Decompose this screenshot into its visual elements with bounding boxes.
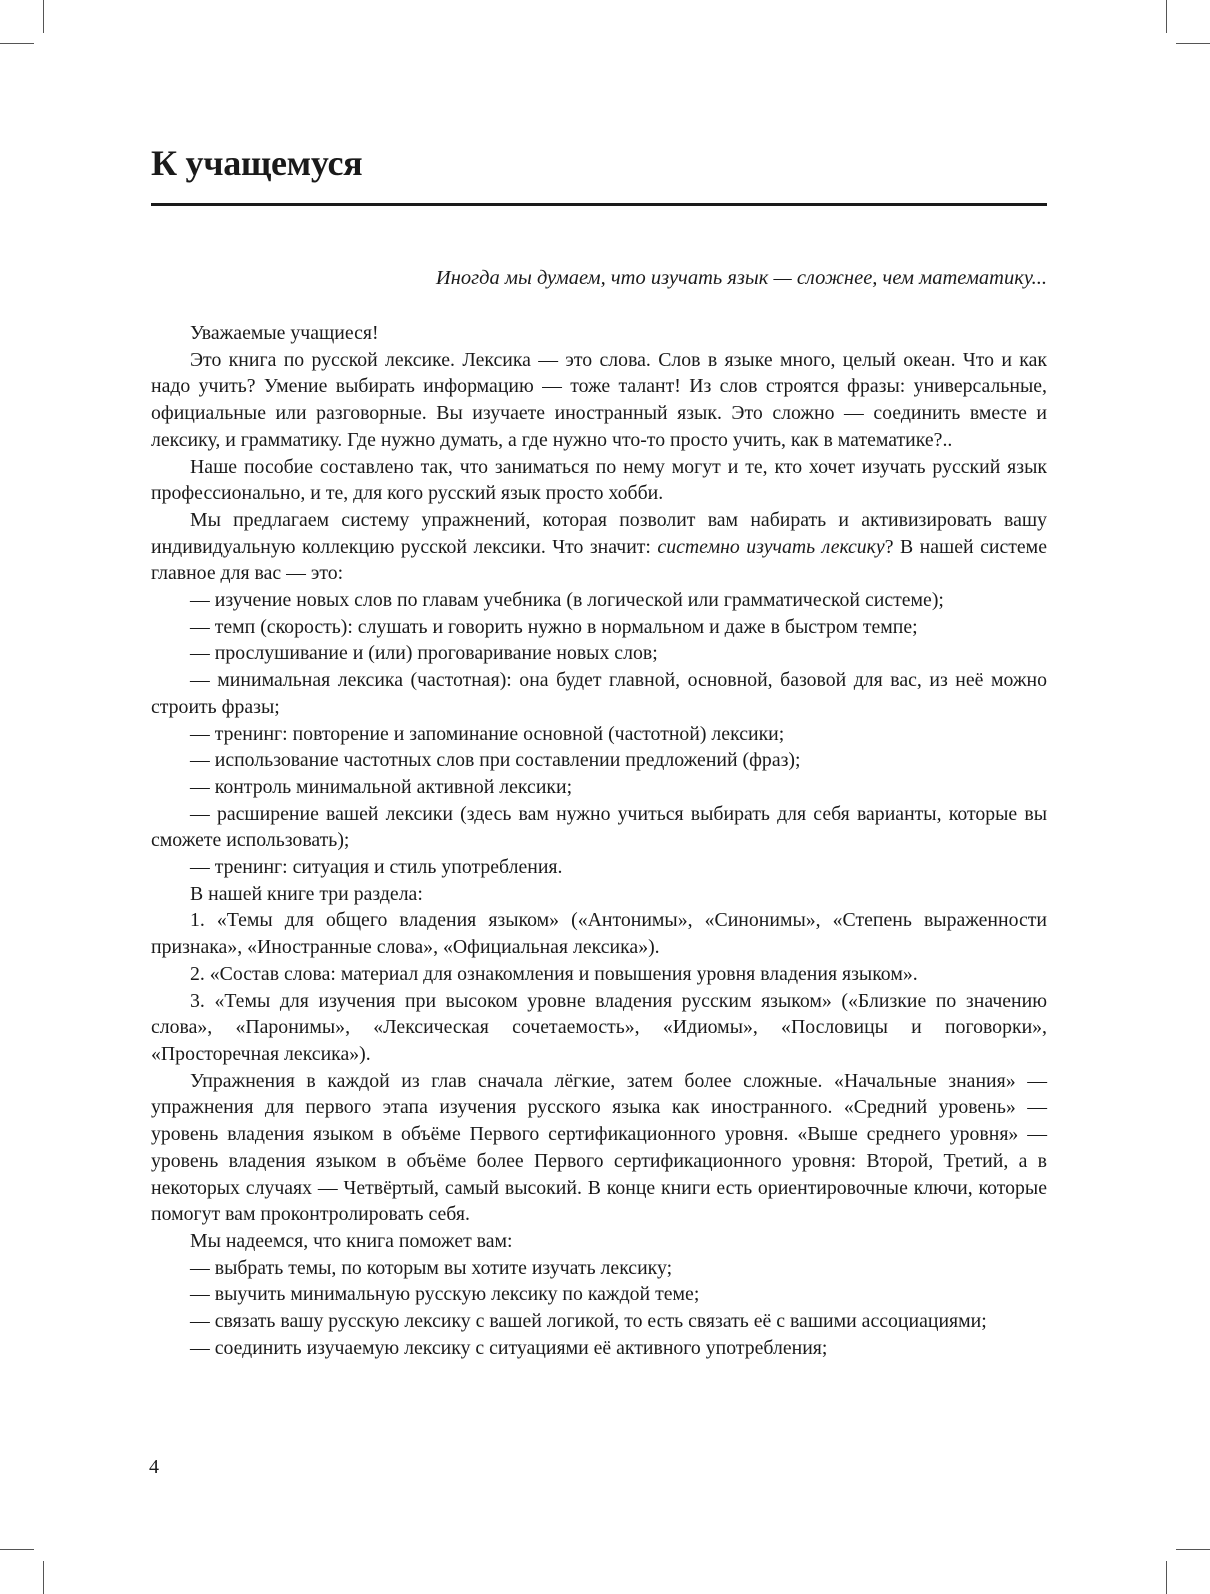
section-item: 2. «Состав слова: материал для ознакомления и повышения уровня владения языком». <box>190 962 918 985</box>
section-item: 3. «Темы для изучения при высоком уровне владения русским языком» («Близкие по значению слова», «Паронимы», «Лексическая сочетаемость», «Идиомы», «Пословицы и поговорки», «Просторечная лексика»). <box>151 989 1047 1065</box>
system-item: — контроль минимальной активной лексики; <box>190 775 573 798</box>
system-emphasis: системно изучать лексику <box>657 535 885 558</box>
sections-intro: В нашей книге три раздела: <box>190 882 423 905</box>
hopes-intro: Мы надеемся, что книга поможет вам: <box>190 1229 513 1252</box>
crop-mark <box>43 0 44 33</box>
system-paragraph <box>151 507 1047 587</box>
system-item: — расширение вашей лексики (здесь вам нужно учиться выбирать для себя варианты, которые вы сможете использовать); <box>151 802 1047 852</box>
body-text <box>151 320 1047 1361</box>
page-number: 4 <box>149 1456 159 1478</box>
hope-item: — соединить изучаемую лексику с ситуациями её активного употребления; <box>190 1336 828 1359</box>
greeting: Уважаемые учащиеся! <box>190 322 379 344</box>
system-item: — изучение новых слов по главам учебника (в логической или грамматической системе); <box>190 589 944 612</box>
system-item: — тренинг: повторение и запоминание основной (частотной) лексики; <box>190 722 785 745</box>
hope-item: — выбрать темы, по которым вы хотите изучать лексику; <box>190 1256 673 1279</box>
crop-mark <box>0 1549 34 1550</box>
system-text-before: Мы предлагаем систему упражнений, которая позволит вам набирать и активизировать вашу индивидуальную коллекцию русской лексики. Что значит: <box>151 508 1047 558</box>
crop-mark <box>1166 1561 1167 1594</box>
epigraph: Иногда мы думаем, что изучать язык — сложнее, чем математику... <box>435 267 1047 289</box>
system-text-after: ? В нашей системе главное для вас — это: <box>151 535 1047 585</box>
system-item: — использование частотных слов при составлении предложений (фраз); <box>190 749 801 772</box>
crop-mark <box>0 43 34 44</box>
intro-paragraph: Это книга по русской лексике. Лексика — это слова. Слов в языке много, целый океан. Что и как надо учить? Умение выбирать информацию — тоже талант! Из слов строятся фразы: универсальные, официальные или разговорные. Вы изучаете иностранный язык. Это сложно — соединить вместе и лексику, и грамматику. Где нужно думать, а где нужно что-то просто учить, как в математике?.. <box>151 348 1047 451</box>
audience-paragraph: Наше пособие составлено так, что заниматься по нему могут и те, кто хочет изучать русский язык профессионально, и те, для кого русский язык просто хобби. <box>151 455 1047 505</box>
hope-item: — связать вашу русскую лексику с вашей логикой, то есть связать её с вашими ассоциациями; <box>190 1310 987 1333</box>
crop-mark <box>43 1561 44 1594</box>
system-item: — минимальная лексика (частотная): она будет главной, основной, базовой для вас, из неё можно строить фразы; <box>151 669 1047 718</box>
crop-mark <box>1176 1549 1210 1550</box>
title-rule <box>151 203 1047 206</box>
system-item: — прослушивание и (или) проговаривание новых слов; <box>190 642 658 665</box>
crop-mark <box>1176 43 1210 44</box>
crop-mark <box>1166 0 1167 33</box>
section-item: 1. «Темы для общего владения языком» («Антонимы», «Синонимы», «Степень выраженности признака», «Иностранные слова», «Официальная лексика»). <box>151 909 1047 959</box>
hope-item: — выучить минимальную русскую лексику по каждой теме; <box>190 1283 700 1306</box>
levels-paragraph: Упражнения в каждой из глав сначала лёгкие, затем более сложные. «Начальные знания» — упражнения для первого этапа изучения русского языка как иностранного. «Средний уровень» — уровень владения языком в объёме Первого сертификационного уровня. «Выше среднего уровня» — уровень владения языком в объёме более Первого сертификационного уровня: Второй, Третий, а в некоторых случаях — Четвёртый, самый высокий. В конце книги есть ориентировочные ключи, которые помогут вам проконтролировать себя. <box>151 1069 1047 1226</box>
system-item: — тренинг: ситуация и стиль употребления. <box>190 856 563 879</box>
system-item: — темп (скорость): слушать и говорить нужно в нормальном и даже в быстром темпе; <box>190 615 918 638</box>
page-title: К учащемуся <box>151 143 363 183</box>
